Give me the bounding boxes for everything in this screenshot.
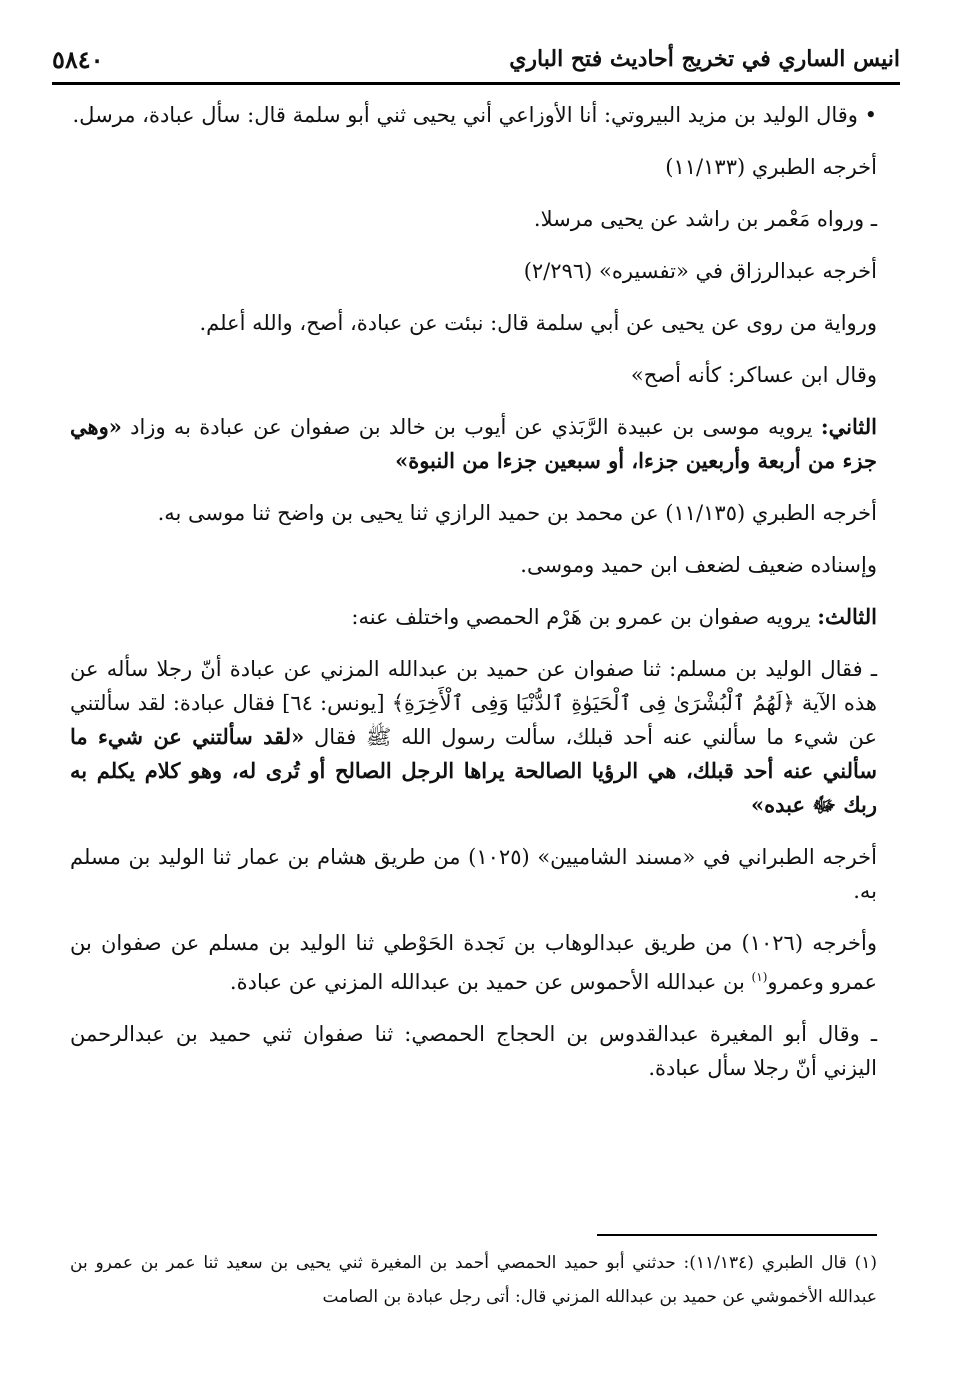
paragraph-text: وقال ابن عساكر: كأنه أصح» [630, 363, 877, 387]
header-rule [52, 82, 900, 85]
paragraph-5 [70, 306, 877, 340]
page-number: ٥٨٤٠ [52, 44, 104, 74]
paragraph-text: وأخرجه (١٠٢٦) من طريق عبدالوهاب بن نَجدة الحَوْطي ثنا الوليد بن مسلم عن صفوان بن عمرو وعمرو [70, 931, 877, 994]
paragraph-1 [70, 98, 877, 132]
footnote-text: قال الطبري (١١/١٣٤): حدثني أبو حميد الحمصي أحمد بن المغيرة ثني يحيى بن سعيد ثنا عمر بن عمرو بن عبدالله الأخموشي عن حميد بن عبدالله المزني قال: أتى رجل عبادة بن الصامت [70, 1253, 877, 1307]
paragraph-12 [70, 840, 877, 908]
paragraph-text: يرويه موسى بن عبيدة الرَّبَذي عن أيوب بن خالد بن صفوان عن عبادة به وزاد [121, 415, 821, 439]
paragraph-text: ـ ورواه مَعْمر بن راشد عن يحيى مرسلا. [533, 207, 877, 231]
paragraph-13 [70, 926, 877, 999]
footnote [70, 1246, 877, 1314]
paragraph-text: ـ فقال الوليد بن مسلم: ثنا صفوان عن حميد بن عبدالله المزني عن عبادة أنّ رجلا سأله عن هذه الآية ﴿لَهُمُ ٱلْبُشْرَىٰ فِى ٱلْحَيَوٰةِ ٱلدُّنْيَا وَفِى ٱلْأَخِرَةِ﴾ [يونس: ٦٤] فقال عبادة: لقد سألتني عن شيء ما سألني عنه أحد قبلك، سألت رسول الله ﷺ فقال [70, 657, 877, 749]
paragraph-text: أخرجه عبدالرزاق في «تفسيره» (٢/٢٩٦) [523, 259, 877, 283]
hadith-quote: «لقد سألتني عن شيء ما سألني عنه أحد قبلك، هي الرؤيا الصالحة يراها الرجل الصالح أو تُرى له، وهو كلام يكلم به ربك ﷻ عبده» [70, 724, 877, 817]
paragraph-text: أخرجه الطبري (١١/١٣٥) عن محمد بن حميد الرازي ثنا يحيى بن واضح ثنا موسى به. [157, 501, 877, 525]
paragraph-text: ورواية من روى عن يحيى عن أبي سلمة قال: نبئت عن عبادة، أصح، والله أعلم. [199, 311, 877, 335]
paragraph-14 [70, 1017, 877, 1085]
paragraph-4 [70, 254, 877, 288]
footnote-reference[interactable]: (١) [751, 970, 768, 984]
paragraph-8 [70, 496, 877, 530]
paragraph-text: أخرجه الطبراني في «مسند الشاميين» (١٠٢٥) من طريق هشام بن عمار ثنا الوليد بن مسلم به. [70, 845, 877, 903]
paragraph-10 [70, 600, 877, 634]
paragraph-text: • وقال الوليد بن مزيد البيروتي: أنا الأوزاعي أني يحيى ثني أبو سلمة قال: سأل عبادة، مرسل. [72, 103, 877, 127]
paragraph-3 [70, 202, 877, 236]
paragraph-11 [70, 652, 877, 822]
running-title: انيس الساري في تخريج أحاديث فتح الباري [509, 46, 900, 72]
paragraph-7 [70, 410, 877, 478]
footnote-rule [597, 1234, 877, 1236]
section-label: الثاني: [820, 414, 877, 439]
paragraph-2 [70, 150, 877, 184]
paragraph-9 [70, 548, 877, 582]
paragraph-6 [70, 358, 877, 392]
paragraph-text: ـ وقال أبو المغيرة عبدالقدوس بن الحجاج الحمصي: ثنا صفوان ثني حميد بن عبدالرحمن اليزني أنّ رجلا سأل عبادة. [70, 1022, 877, 1080]
main-text [70, 98, 877, 1103]
page-header [52, 38, 900, 80]
hadith-quote: «وهي جزء من أربعة وأربعين جزءا، أو سبعين جزءا من النبوة» [70, 414, 877, 473]
paragraph-text: وإسناده ضعيف لضعف ابن حميد وموسى. [520, 553, 877, 577]
paragraph-text: يرويه صفوان بن عمرو بن هَرْم الحمصي واختلف عنه: [351, 605, 818, 629]
paragraph-text: بن عبدالله الأحموس عن حميد بن عبدالله المزني عن عبادة. [229, 970, 752, 994]
paragraph-text: أخرجه الطبري (١١/١٣٣) [665, 155, 877, 179]
section-label: الثالث: [817, 604, 877, 629]
footnote-marker: (١) [854, 1253, 877, 1273]
